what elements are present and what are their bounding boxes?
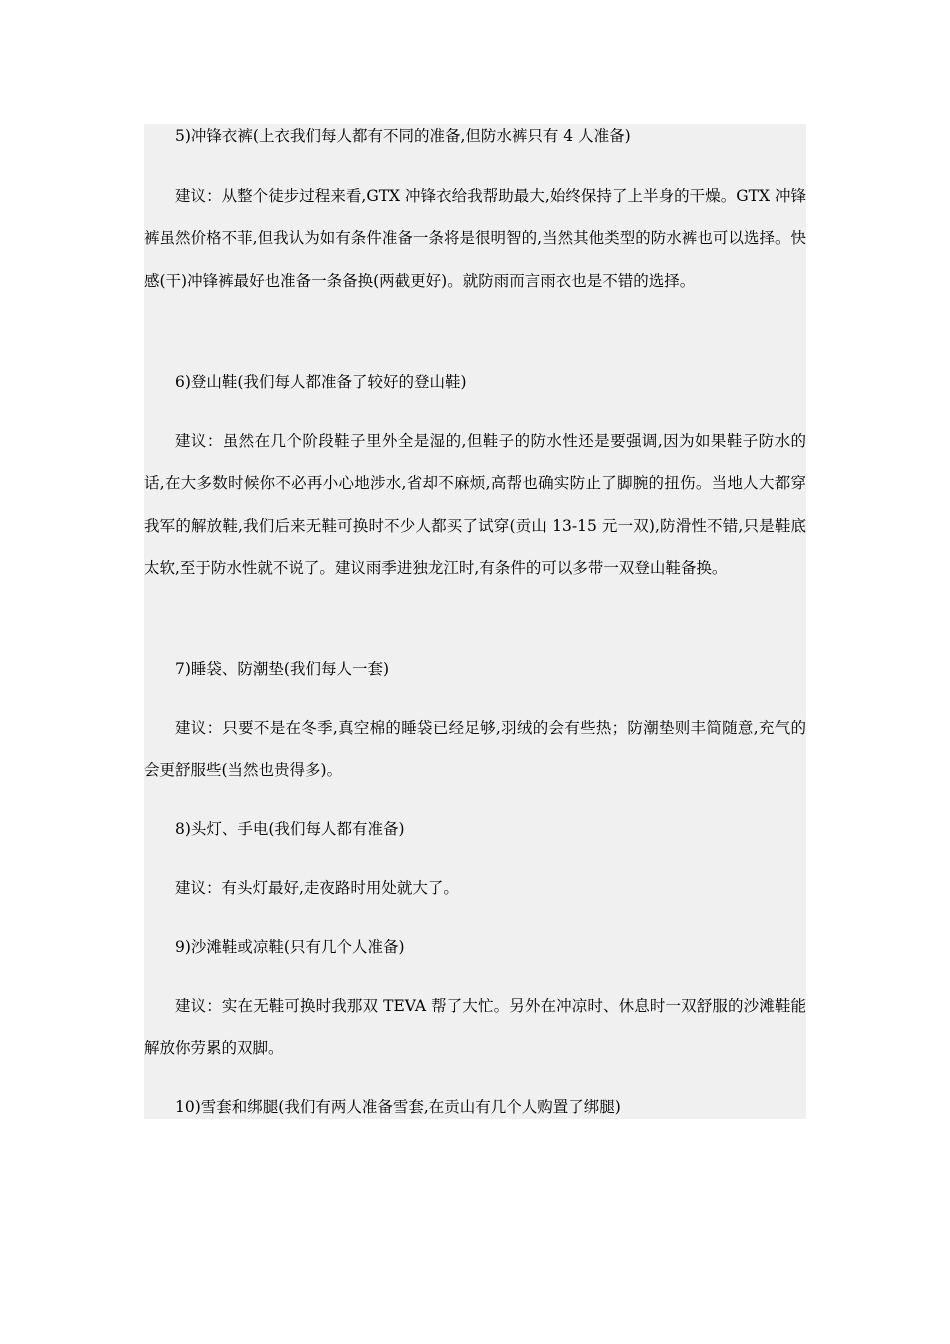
paragraph-item-9-advice: 建议：实在无鞋可换时我那双 TEVA 帮了大忙。另外在冲凉时、休息时一双舒服的沙滩鞋能解放你劳累的双脚。 — [144, 997, 806, 1058]
paragraph-item-10-heading: 10)雪套和绑腿(我们有两人准备雪套,在贡山有几个人购置了绑腿) — [175, 1098, 621, 1116]
paragraph-item-8-heading: 8)头灯、手电(我们每人都有准备) — [175, 820, 405, 838]
paragraph-item-7-advice: 建议：只要不是在冬季,真空棉的睡袋已经足够,羽绒的会有些热；防潮垫则丰简随意,充气的会更舒服些(当然也贵得多)。 — [144, 719, 806, 780]
document-text-block — [144, 124, 806, 1119]
paragraph-item-7-heading: 7)睡袋、防潮垫(我们每人一套) — [175, 660, 390, 678]
paragraph-item-6-advice: 建议：虽然在几个阶段鞋子里外全是湿的,但鞋子的防水性还是要强调,因为如果鞋子防水的话,在大多数时候你不必再小心地涉水,省却不麻烦,高帮也确实防止了脚腕的扭伤。当地人大都穿我军的解放鞋,我们后来无鞋可换时不少人都买了试穿(贡山 13-15 元一双),防滑性不错,只是鞋底太软,至于防水性就不说了。建议雨季进独龙江时,有条件的可以多带一双登山鞋备换。 — [144, 432, 806, 577]
paragraph-item-8-advice: 建议：有头灯最好,走夜路时用处就大了。 — [175, 879, 459, 897]
paragraph-item-9-heading: 9)沙滩鞋或凉鞋(只有几个人准备) — [175, 938, 405, 956]
paragraph-item-5-advice: 建议：从整个徒步过程来看,GTX 冲锋衣给我帮助最大,始终保持了上半身的干燥。GTX 冲锋裤虽然价格不菲,但我认为如有条件准备一条将是很明智的,当然其他类型的防水裤也可以选择。快感(干)冲锋裤最好也准备一条备换(两截更好)。就防雨而言雨衣也是不错的选择。 — [144, 187, 806, 290]
paragraph-item-6-heading: 6)登山鞋(我们每人都准备了较好的登山鞋) — [175, 373, 467, 391]
paragraph-item-5-heading: 5)冲锋衣裤(上衣我们每人都有不同的准备,但防水裤只有 4 人准备) — [175, 127, 631, 145]
